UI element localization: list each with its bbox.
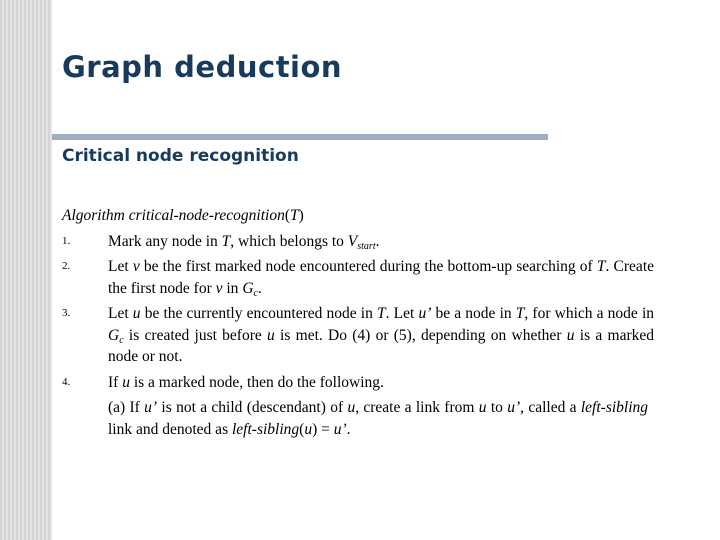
math-var: u: [478, 399, 487, 416]
text-run: If: [108, 373, 123, 391]
text-run: Let: [108, 305, 133, 322]
algorithm-open-paren: (: [284, 207, 291, 224]
text-run: in: [222, 279, 243, 297]
text-run: Let: [108, 258, 133, 275]
text-run: link and denoted as: [108, 420, 232, 438]
algorithm-prefix: Algorithm: [62, 207, 129, 224]
text-run: is not a child (descendant) of: [157, 399, 348, 416]
text-run: , called a: [520, 399, 581, 416]
step-number: 4.: [62, 375, 71, 388]
step-text: [108, 303, 654, 368]
text-run: .: [346, 420, 351, 438]
slide-subtitle: Critical node recognition: [62, 146, 299, 166]
math-subscript: start: [357, 240, 376, 252]
algorithm-header: [62, 205, 662, 227]
step-number: 2.: [62, 260, 71, 272]
math-var: u: [267, 326, 275, 344]
math-var: u’: [507, 399, 521, 416]
text-run: be the first marked node encountered during the bottom-up searching of: [139, 258, 597, 275]
math-subscript: c: [253, 287, 258, 299]
math-var: G: [242, 279, 254, 297]
text-run: to: [486, 399, 508, 416]
step-1: [62, 231, 662, 253]
math-var: T: [221, 232, 231, 250]
step-4: [62, 372, 662, 441]
math-var: v: [132, 258, 140, 275]
math-var: V: [347, 232, 358, 250]
text-run: (a) If: [108, 399, 145, 416]
step-2: [62, 256, 662, 299]
slide-title: Graph deduction: [62, 50, 343, 84]
step-text: [108, 256, 654, 299]
decorative-stripes: [0, 0, 52, 540]
step-number: 1.: [62, 234, 71, 247]
algorithm-name: critical-node-recognition: [128, 207, 285, 224]
math-var: u: [304, 420, 313, 438]
algorithm-param: T: [290, 207, 299, 224]
math-var: left-sibling: [231, 420, 300, 438]
text-run: , which belongs to: [230, 232, 348, 250]
step-4-substep-a: [108, 397, 648, 440]
math-var: left-sibling: [580, 399, 649, 416]
math-var: T: [376, 305, 386, 322]
math-var: u’: [418, 305, 432, 322]
text-run: be the currently encountered node in: [140, 305, 377, 322]
math-subscript: c: [119, 334, 124, 346]
text-run: .: [257, 279, 262, 297]
text-run: is created just before: [123, 326, 268, 344]
math-var: G: [108, 326, 120, 344]
text-run: , for which a node in: [524, 305, 654, 322]
text-run: . Create the first node for: [108, 258, 655, 297]
text-run: is a marked node or not.: [108, 326, 654, 365]
title-divider: [52, 134, 548, 140]
step-text: [108, 372, 654, 394]
step-text: [108, 231, 654, 253]
math-var: T: [596, 258, 606, 275]
text-run: be a node in: [431, 305, 516, 322]
math-var: v: [215, 279, 223, 297]
math-var: u: [347, 399, 356, 416]
math-var: u: [566, 326, 575, 344]
algorithm-close-paren: ): [298, 207, 304, 224]
text-run: Mark any node in: [108, 232, 222, 250]
math-var: u: [132, 305, 141, 322]
math-var: T: [515, 305, 525, 322]
text-run: ) =: [312, 420, 334, 438]
text-run: .: [375, 232, 380, 250]
algorithm-body: [62, 205, 662, 440]
math-var: u’: [333, 420, 347, 438]
math-var: u’: [144, 399, 158, 416]
text-run: , create a link from: [355, 399, 479, 416]
step-number: 3.: [62, 307, 71, 319]
text-run: is met. Do (4) or (5), depending on whether: [274, 326, 567, 344]
text-run: is a marked node, then do the following.: [129, 373, 384, 391]
text-run: . Let: [385, 305, 419, 322]
text-run: (: [299, 420, 305, 438]
math-var: u: [122, 373, 130, 391]
step-3: [62, 303, 662, 368]
